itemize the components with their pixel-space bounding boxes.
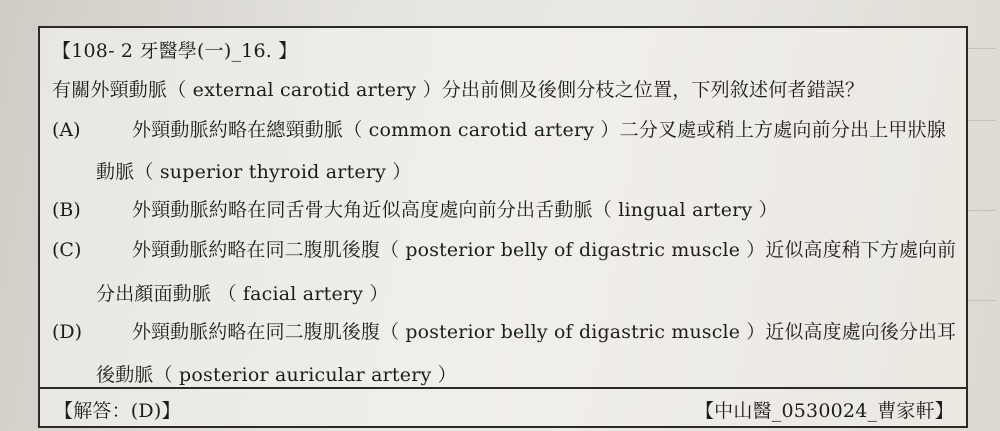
question-card xyxy=(38,26,968,428)
option-d-letter: (D) xyxy=(52,321,83,343)
option-c-text-line1: 外頸動脈約略在同二腹肌後腹（ posterior belly of digastric muscle ）近似高度稍下方處向前 xyxy=(132,239,957,261)
answer-label: 【解答：(D)】 xyxy=(54,400,181,422)
option-a-text-line1: 外頸動脈約略在總頸動脈（ common carotid artery ）二分叉處或稍上方處向前分出上甲狀腺 xyxy=(132,119,947,141)
option-a-letter: (A) xyxy=(52,119,81,141)
option-d-text-line1: 外頸動脈約略在同二腹肌後腹（ posterior belly of digastric muscle ）近似高度處向後分出耳 xyxy=(132,321,957,343)
option-c-text-line2: 分出顏面動脈 （ facial artery ） xyxy=(96,283,389,305)
option-d-text-line2: 後動脈（ posterior auricular artery ） xyxy=(96,364,457,386)
question-header: 【108- 2 牙醫學(一)_16. 】 xyxy=(52,40,298,62)
option-b-letter: (B) xyxy=(52,199,81,221)
question-stem: 有關外頸動脈（ external carotid artery ）分出前側及後側分枝之位置，下列敘述何者錯誤？ xyxy=(52,79,865,101)
footer-divider xyxy=(40,387,966,389)
option-b-text: 外頸動脈約略在同舌骨大角近似高度處向前分出舌動脈（ lingual artery ） xyxy=(132,199,778,221)
source-credit: 【中山醫_0530024_曹家軒】 xyxy=(694,400,954,422)
option-a-text-line2: 動脈（ superior thyroid artery ） xyxy=(96,161,412,183)
option-c-letter: (C) xyxy=(52,239,82,261)
